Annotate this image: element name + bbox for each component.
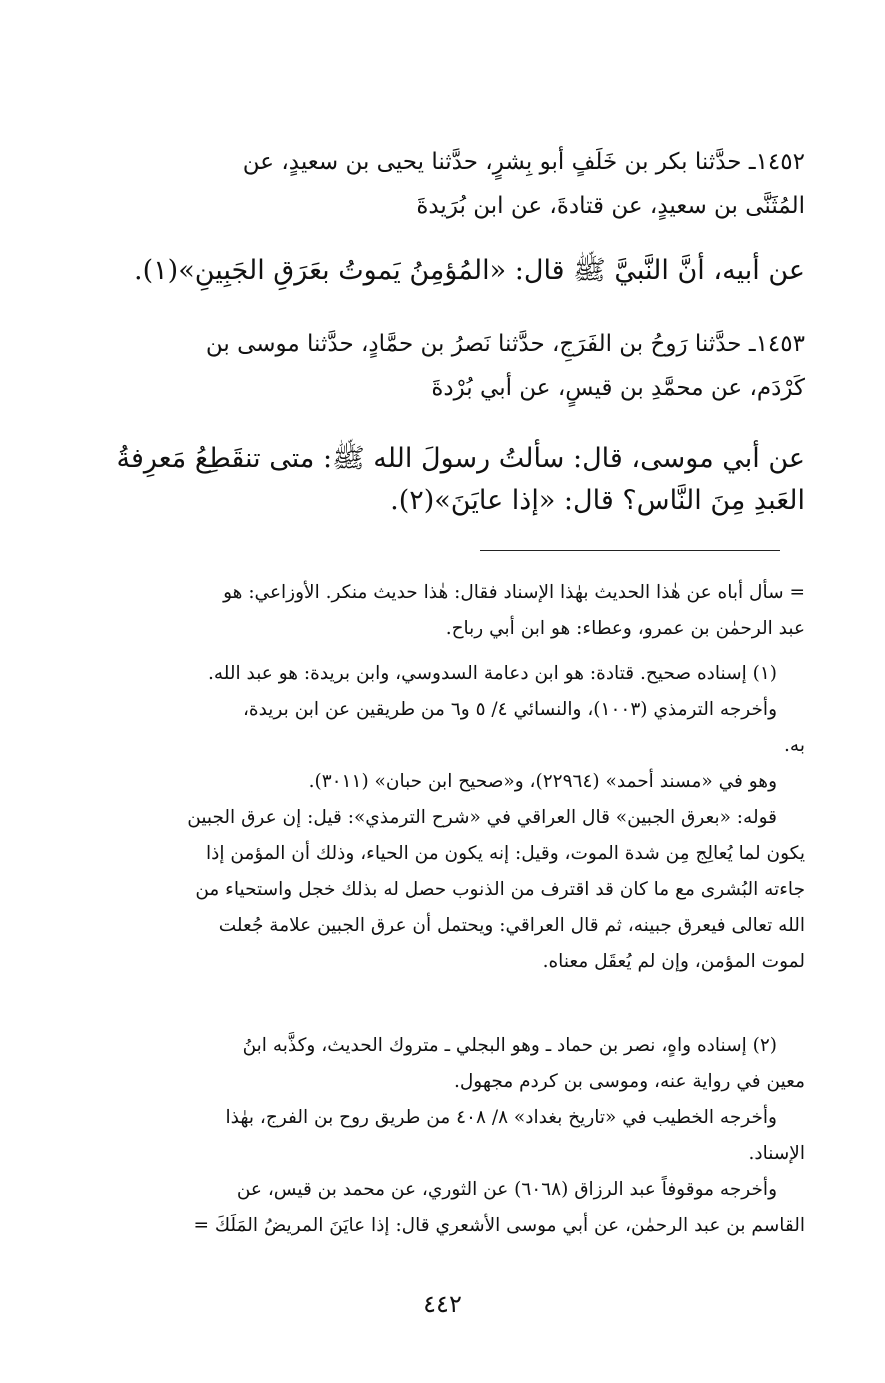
footnote-continuation <box>80 575 805 647</box>
isnad-line: ١٤٥٣ـ حدَّثنا رَوحُ بن الفَرَجِ، حدَّثنا نَصرُ بن حمَّادٍ، حدَّثنا موسى بن <box>205 331 805 357</box>
footnote-1 <box>80 656 805 980</box>
isnad-line: المُثَنَّى بن سعيدٍ، عن قتادةَ، عن ابن بُرَيدةَ <box>416 193 805 219</box>
footnote-line: (٢) إسناده واهٍ، نصر بن حماد ـ وهو البجلي ـ متروك الحديث، وكذَّبه ابنُ <box>242 1035 777 1056</box>
hadith-1452-matn <box>80 250 805 292</box>
footnote-line: معين في رواية عنه، وموسى بن كردم مجهول. <box>453 1071 805 1092</box>
footnote-line: عبد الرحمٰن بن عمرو، وعطاء: هو ابن أبي رباح. <box>445 618 805 639</box>
footnote-line: به. <box>784 735 805 756</box>
footnote-line: وأخرجه الخطيب في «تاريخ بغداد» ٨/ ٤٠٨ من طريق روح بن الفرج، بهٰذا <box>225 1107 777 1128</box>
footnote-line: يكون لما يُعالِج مِن شدة الموت، وقيل: إنه يكون من الحياء، وذلك أن المؤمن إذا <box>206 843 805 864</box>
hadith-1453-isnad <box>80 322 805 410</box>
footnote-line: = سأل أباه عن هٰذا الحديث بهٰذا الإسناد فقال: هٰذا حديث منكر. الأوزاعي: هو <box>223 582 805 603</box>
footnote-line: الله تعالى فيعرق جبينه، ثم قال العراقي: ويحتمل أن عرق الجبين علامة جُعلت <box>218 915 805 936</box>
matn-line: عن أبي موسى، قال: سألتُ رسولَ الله ﷺ: متى تنقَطِعُ مَعرِفةُ <box>116 443 805 474</box>
matn-line: العَبدِ مِنَ النَّاس؟ قال: «إذا عايَنَ»(٢). <box>390 485 805 516</box>
footnote-line: جاءته البُشرى مع ما كان قد اقترف من الذنوب حصل له بذلك خجل واستحياء من <box>195 879 805 900</box>
footnote-line: الإسناد. <box>748 1143 805 1164</box>
footnote-line: وأخرجه الترمذي (١٠٠٣)، والنسائي ٤/ ٥ و٦ من طريقين عن ابن بريدة، <box>242 699 777 720</box>
footnote-line: لموت المؤمن، وإن لم يُعقَل معناه. <box>542 951 805 972</box>
footnote-2 <box>80 1028 805 1244</box>
footnote-line: (١) إسناده صحيح. قتادة: هو ابن دعامة السدوسي، وابن بريدة: هو عبد الله. <box>207 663 777 684</box>
isnad-line: كَرْدَم، عن محمَّدِ بن قيسٍ، عن أبي بُرْدةَ <box>431 375 805 401</box>
footnote-line: وهو في «مسند أحمد» (٢٢٩٦٤)، و«صحيح ابن حبان» (٣٠١١). <box>308 771 777 792</box>
footnote-line: وأخرجه موقوفاً عبد الرزاق (٦٠٦٨) عن الثوري، عن محمد بن قيس، عن <box>236 1179 777 1200</box>
isnad-line: ١٤٥٢ـ حدَّثنا بكر بن خَلَفٍ أبو بِشرٍ، حدَّثنا يحيى بن سعيدٍ، عن <box>242 149 805 175</box>
matn-line: عن أبيه، أنَّ النَّبيَّ ﷺ قال: «المُؤمِنُ يَموتُ بعَرَقِ الجَبِينِ»(١). <box>134 255 805 286</box>
hadith-1452-isnad <box>80 140 805 228</box>
page-number: ٤٤٢ <box>423 1290 462 1318</box>
footnote-separator <box>480 550 780 551</box>
hadith-1453-matn <box>80 438 805 522</box>
footnote-line: القاسم بن عبد الرحمٰن، عن أبي موسى الأشعري قال: إذا عايَنَ المريضُ المَلَكَ = <box>193 1215 805 1236</box>
footnote-line: قوله: «بعرق الجبين» قال العراقي في «شرح الترمذي»: قيل: إن عرق الجبين <box>187 807 777 828</box>
